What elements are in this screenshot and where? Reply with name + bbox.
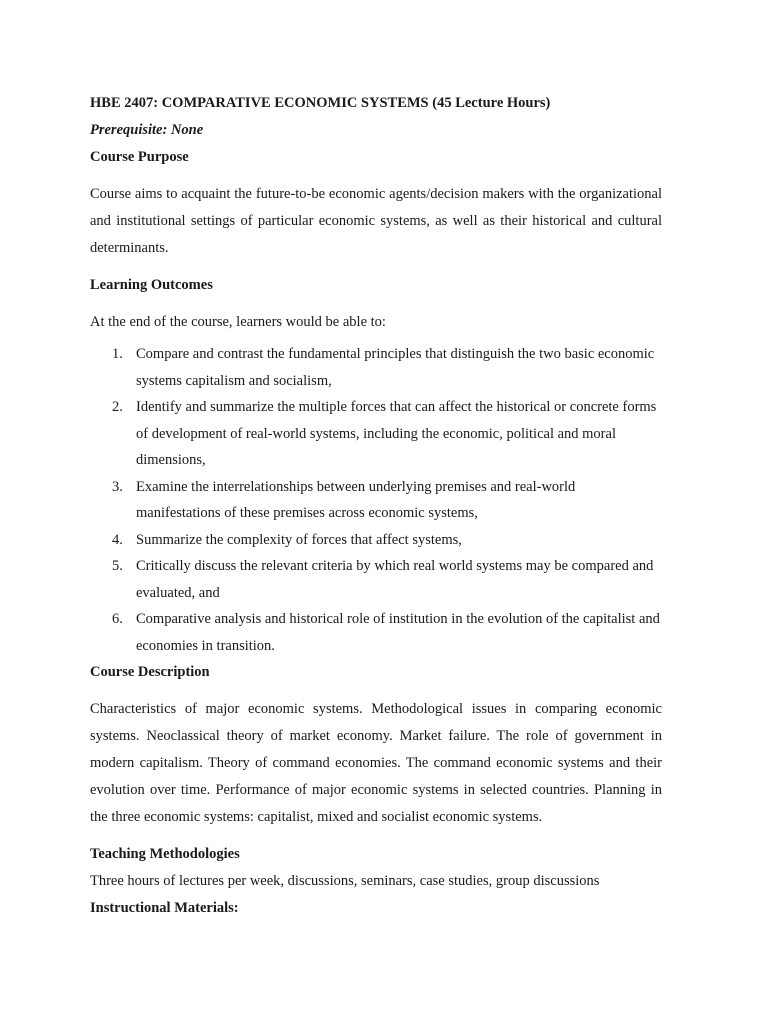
outcome-item	[90, 341, 662, 394]
outcome-number: 4.	[112, 531, 123, 548]
outcome-number: 6.	[112, 611, 123, 627]
description-heading: Course Description	[90, 664, 210, 680]
outcome-number: 1.	[112, 346, 123, 362]
outcome-item	[90, 394, 662, 474]
outcome-number: 5.	[112, 558, 123, 574]
outcome-text: Identify and summarize the multiple forces that can affect the historical or concrete forms of development of real-world systems, including the economic, political and moral dimensions,	[136, 399, 657, 468]
outcomes-heading: Learning Outcomes	[90, 277, 213, 293]
course-title: HBE 2407: COMPARATIVE ECONOMIC SYSTEMS (45 Lecture Hours)	[90, 95, 551, 111]
outcome-text: Comparative analysis and historical role of institution in the evolution of the capitalist and economies in transition.	[136, 611, 660, 654]
outcome-number: 3.	[112, 478, 123, 495]
outcome-item	[90, 606, 662, 659]
description-text: Characteristics of major economic systems. Methodological issues in comparing economic systems. Neoclassical theory of market economy. Market failure. The role of government in modern capitalism. Theory of command economies. The command economic systems and their evolution over time. Performance of major economic systems in selected countries. Planning in the three economic systems: capitalist, mixed and socialist economic systems.	[90, 701, 662, 825]
teaching-heading: Teaching Methodologies	[90, 846, 240, 862]
outcome-number: 2.	[112, 399, 123, 415]
purpose-heading: Course Purpose	[90, 149, 189, 165]
outcomes-intro: At the end of the course, learners would be able to:	[90, 314, 386, 330]
purpose-text: Course aims to acquaint the future-to-be economic agents/decision makers with the organizational and institutional settings of particular economic systems, as well as their historical and cultural determinants.	[90, 186, 662, 256]
outcome-item	[90, 527, 662, 554]
outcome-text: Summarize the complexity of forces that affect systems,	[136, 531, 462, 548]
outcome-text: Examine the interrelationships between underlying premises and real-world manifestations of these premises across economic systems,	[136, 478, 576, 521]
outcomes-list	[90, 341, 662, 659]
outcome-text: Compare and contrast the fundamental principles that distinguish the two basic economic systems capitalism and socialism,	[136, 346, 655, 389]
outcome-text: Critically discuss the relevant criteria by which real world systems may be compared and evaluated, and	[136, 558, 654, 601]
teaching-text: Three hours of lectures per week, discussions, seminars, case studies, group discussions	[90, 873, 600, 889]
document-page	[90, 90, 662, 922]
course-prerequisite: Prerequisite: None	[90, 122, 204, 138]
outcome-item	[90, 474, 662, 527]
materials-heading: Instructional Materials:	[90, 900, 239, 916]
outcome-item	[90, 553, 662, 606]
